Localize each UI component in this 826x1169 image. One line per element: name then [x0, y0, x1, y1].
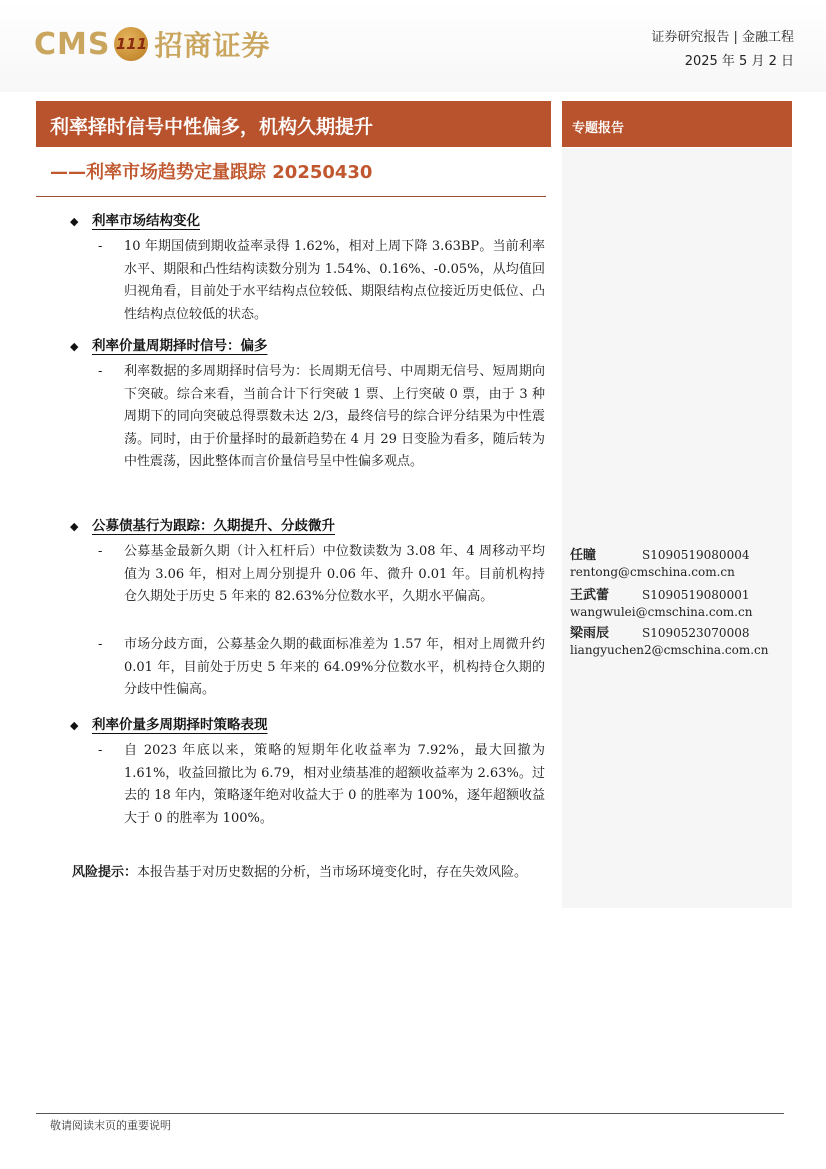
dash-bullet-icon: -	[98, 743, 103, 758]
section-paragraph: - 自 2023 年底以来，策略的短期年化收益率为 7.92%，最大回撤为 1.61%，收益回撤比为 6.79，相对业绩基准的超额收益率为 2.63%。过去的 18 年内，策略逐年绝对收益大于 0 的胜率为 100%，逐年超额收益大于 0 的胜率为 100%。	[100, 740, 545, 830]
risk-text: 本报告基于对历史数据的分析，当市场环境变化时，存在失效风险。	[137, 865, 528, 880]
analyst-name: 任瞳	[570, 548, 597, 563]
diamond-bullet-icon: ◆	[70, 719, 79, 732]
analyst-email[interactable]: liangyuchen2@cmschina.com.cn	[570, 643, 769, 657]
dash-bullet-icon: -	[98, 544, 103, 559]
diamond-bullet-icon: ◆	[70, 340, 79, 353]
risk-label: 风险提示：	[72, 865, 138, 880]
footer-note: 敬请阅读末页的重要说明	[50, 1119, 171, 1132]
diamond-bullet-icon: ◆	[70, 520, 79, 533]
section-heading: ◆ 公募债基行为跟踪：久期提升、分歧微升	[70, 518, 335, 534]
section-heading: ◆ 利率市场结构变化	[70, 213, 200, 229]
analyst-name: 王武蕾	[570, 588, 610, 603]
report-title: 利率择时信号中性偏多，机构久期提升	[50, 116, 374, 138]
report-type: 证券研究报告 | 金融工程	[651, 30, 794, 45]
analyst-card	[570, 584, 790, 619]
section-paragraph: - 公募基金最新久期（计入杠杆后）中位数读数为 3.08 年、4 周移动平均值为 3.06 年，相对上周分别提升 0.06 年、微升 0.01 年。目前机构持仓久期处于历史 5 年来的 82.63%分位数水平，久期水平偏高。	[100, 541, 545, 609]
dash-bullet-icon: -	[98, 364, 103, 379]
report-subtitle: ——利率市场趋势定量跟踪 20250430	[50, 162, 373, 183]
footer-divider	[36, 1113, 784, 1114]
section-paragraph: - 10 年期国债到期收益率录得 1.62%，相对上周下降 3.63BP。当前利率水平、期限和凸性结构读数分别为 1.54%、0.16%、-0.05%，从均值回归视角看，目前处于水平结构点位较低、期限结构点位接近历史低位、凸性结构点位较低的状态。	[100, 236, 545, 326]
section-paragraph: - 市场分歧方面，公募基金久期的截面标准差为 1.57 年，相对上周微升约 0.01 年，目前处于历史 5 年来的 64.09%分位数水平，机构持仓久期的分歧中性偏高。	[100, 634, 545, 702]
sidebar-panel	[562, 148, 792, 908]
analyst-email[interactable]: wangwulei@cmschina.com.cn	[570, 605, 753, 619]
logo-cms-text: CMS	[34, 26, 111, 62]
analyst-card	[570, 544, 790, 579]
analyst-email[interactable]: rentong@cmschina.com.cn	[570, 565, 735, 579]
dash-bullet-icon: -	[98, 239, 103, 254]
section-heading: ◆ 利率价量多周期择时策略表现	[70, 717, 268, 733]
report-date: 2025 年 5 月 2 日	[684, 54, 794, 69]
section-paragraph: - 利率数据的多周期择时信号为：长周期无信号、中周期无信号、短周期向下突破。综合来看，当前合计下行突破 1 票、上行突破 0 票，由于 3 种周期下的同向突破总得票数未达 2/3，最终信号的综合评分结果为中性震荡。同时，由于价量择时的最新趋势在 4 月 29 日变脸为看多，随后转为中性震荡，因此整体而言价量信号呈中性偏多观点。	[100, 361, 545, 474]
logo-chinese-name: 招商证券	[154, 29, 271, 62]
analyst-card	[570, 622, 790, 657]
logo-badge-icon: 111	[114, 27, 148, 61]
section-heading: ◆ 利率价量周期择时信号：偏多	[70, 338, 268, 354]
diamond-bullet-icon: ◆	[70, 215, 79, 228]
analyst-name: 梁雨辰	[570, 626, 610, 641]
analyst-license: S1090523070008	[642, 626, 750, 640]
company-logo	[34, 24, 271, 64]
risk-notice	[72, 862, 544, 885]
dash-bullet-icon: -	[98, 637, 103, 652]
analyst-license: S1090519080004	[642, 548, 750, 562]
title-divider	[36, 196, 546, 197]
report-tag: 专题报告	[572, 121, 625, 136]
analyst-license: S1090519080001	[642, 588, 750, 602]
